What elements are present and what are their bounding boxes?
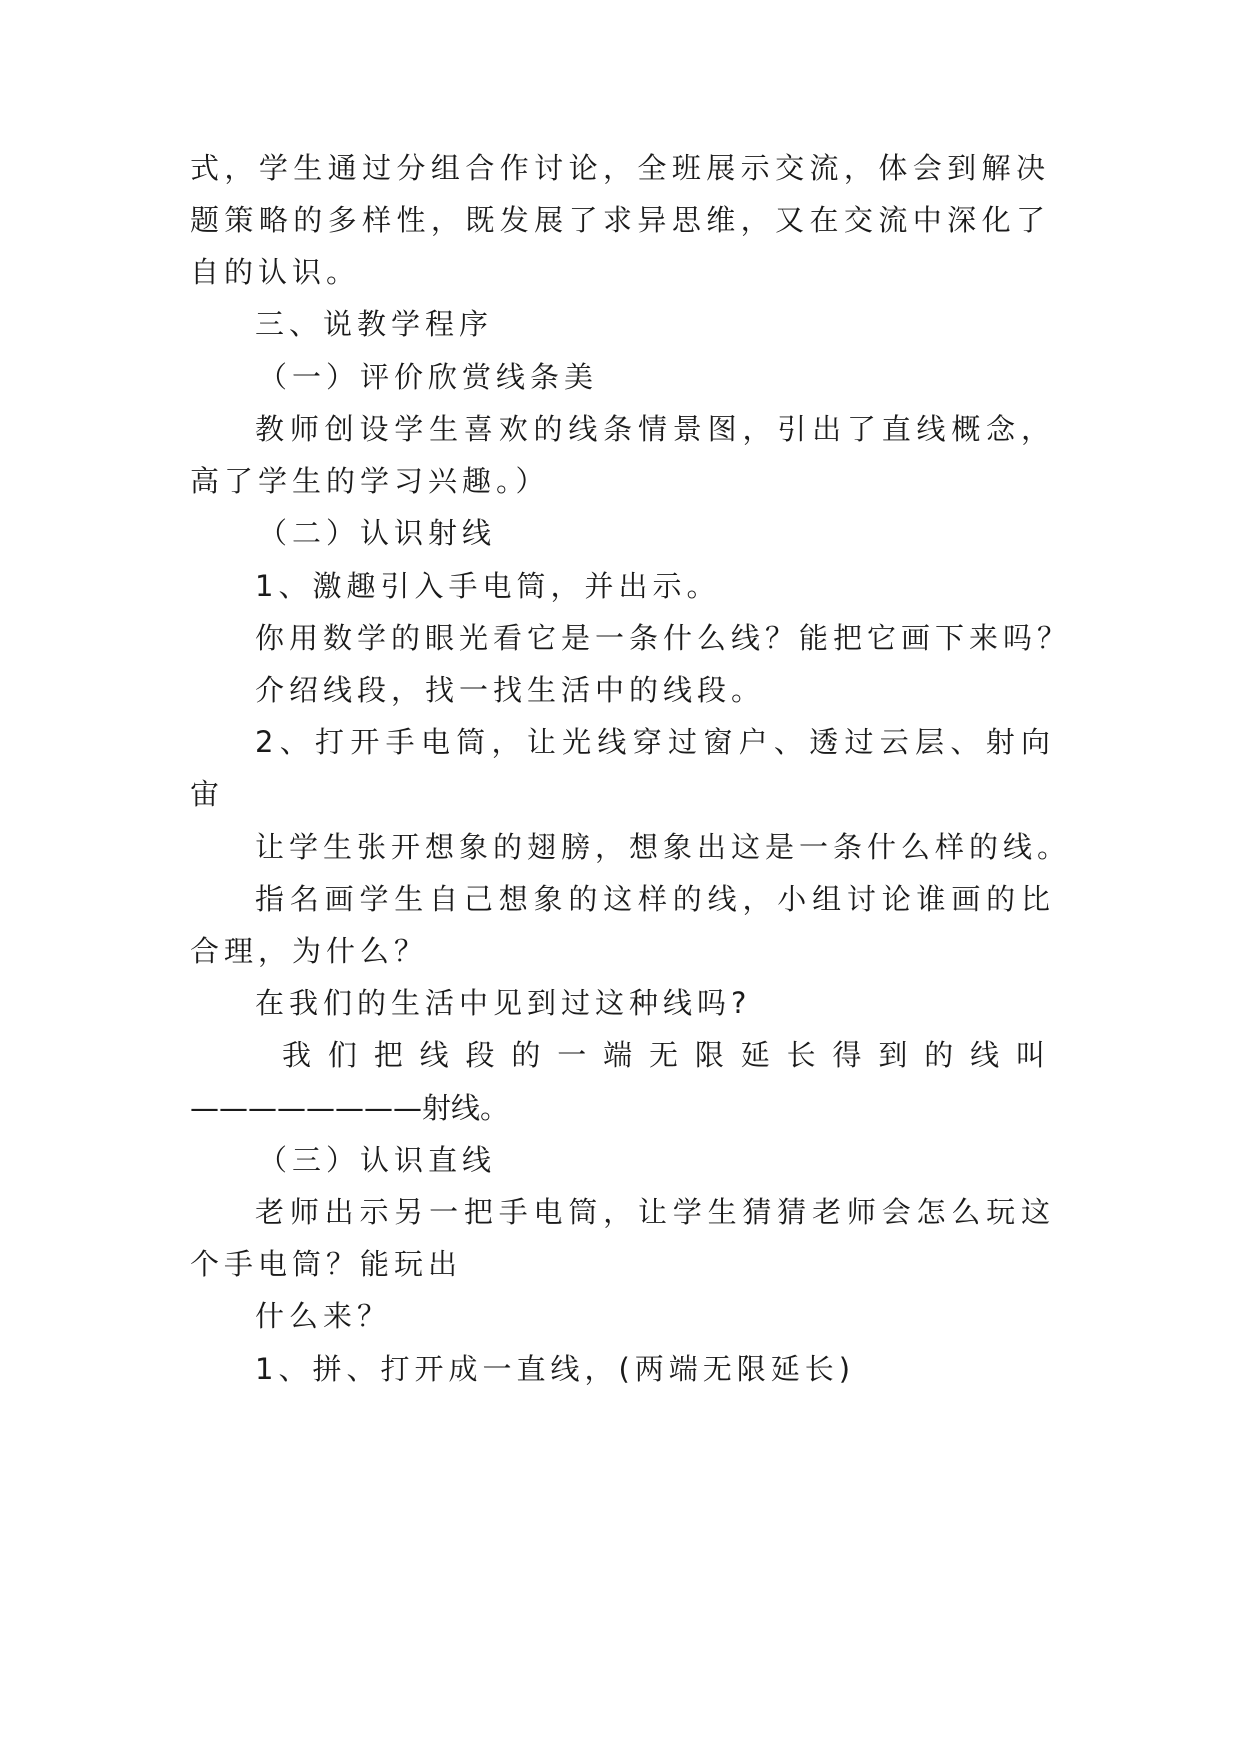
- paragraph-line: ————————射线。: [190, 1091, 510, 1125]
- paragraph-line: 教师创设学生喜欢的线条情景图，引出了直线概念，: [255, 412, 1055, 446]
- paragraph-line: 高了学生的学习兴趣。）: [190, 464, 550, 498]
- paragraph-line: 合理，为什么？: [190, 934, 429, 968]
- paragraph-line: 介绍线段，找一找生活中的线段。: [255, 673, 766, 707]
- paragraph-line: 什么来？: [255, 1299, 392, 1333]
- paragraph-line: 在我们的生活中见到过这种线吗?: [255, 986, 752, 1020]
- paragraph-line: 你用数学的眼光看它是一条什么线？能把它画下来吗？: [255, 621, 1072, 655]
- paragraph-line: 让学生张开想象的翅膀，想象出这是一条什么样的线。: [255, 830, 1072, 864]
- paragraph-line: 老师出示另一把手电筒，让学生猜猜老师会怎么玩这: [255, 1195, 1055, 1229]
- list-item: 1、拼、打开成一直线，(两端无限延长): [255, 1352, 856, 1386]
- paragraph-line: 题策略的多样性，既发展了求异思维，又在交流中深化了: [190, 203, 1050, 237]
- paragraph-line: 个手电筒？能玩出: [190, 1247, 463, 1281]
- paragraph-line: 自的认识。: [190, 255, 361, 289]
- list-item: 1、激趣引入手电筒，并出示。: [255, 569, 721, 603]
- list-item: 2、打开手电筒，让光线穿过窗户、透过云层、射向: [255, 725, 1055, 759]
- section-heading: 三、说教学程序: [255, 307, 494, 341]
- paragraph-line: 指名画学生自己想象的这样的线，小组讨论谁画的比: [255, 882, 1055, 916]
- subsection-heading: （二）认识射线: [258, 516, 497, 550]
- paragraph-line: 宙: [190, 777, 225, 811]
- subsection-heading: （三）认识直线: [258, 1143, 497, 1177]
- subsection-heading: （一）评价欣赏线条美: [258, 360, 599, 394]
- paragraph-line: 式，学生通过分组合作讨论，全班展示交流，体会到解决: [190, 151, 1050, 185]
- paragraph-line: 我们把线段的一端无限延长得到的线叫: [282, 1038, 1050, 1072]
